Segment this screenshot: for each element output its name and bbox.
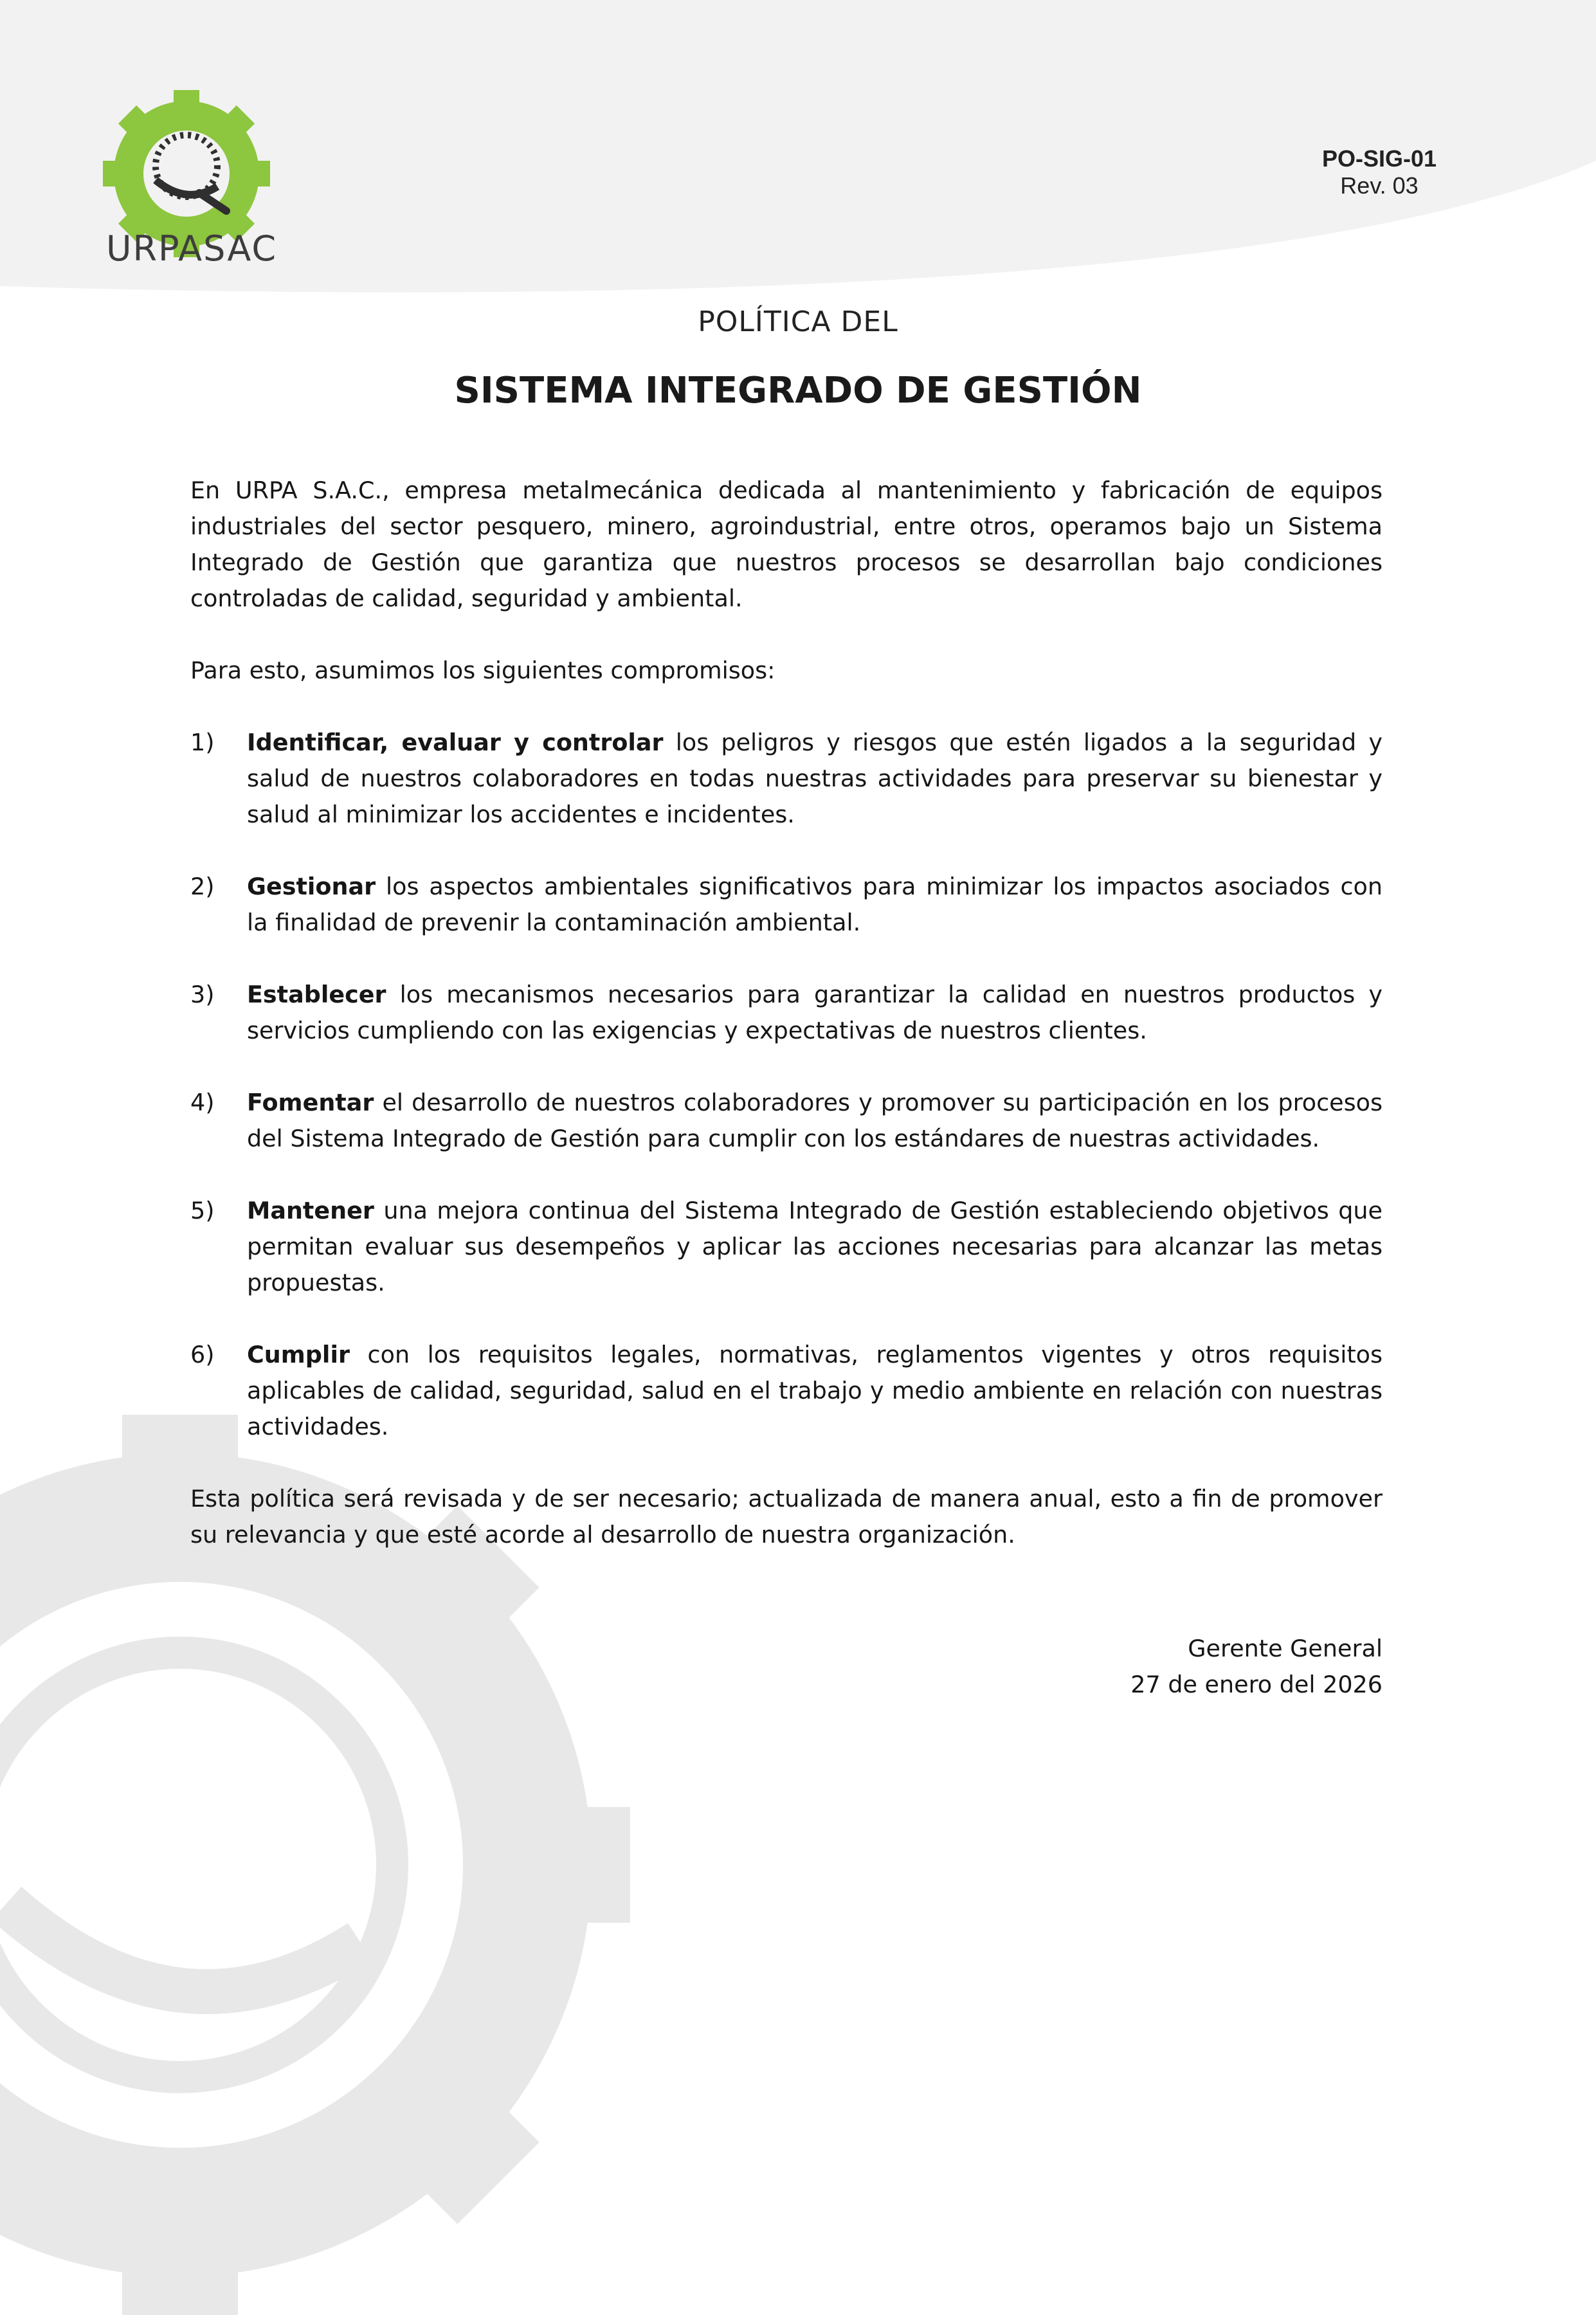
signature-block — [1130, 1631, 1383, 1703]
company-logo-text: URPASAC — [106, 228, 278, 269]
policy-body — [190, 473, 1383, 1553]
commitment-item — [190, 1337, 1383, 1445]
commitment-keyword: Cumplir — [247, 1341, 350, 1368]
commitment-item — [190, 1085, 1383, 1157]
commitment-number: 2) — [190, 873, 215, 900]
commitment-description: una mejora continua del Sistema Integrado de Gestión estableciendo objetivos que permitan evaluar sus desempeños y aplicar las acciones necesarias para alcanzar las metas propuestas. — [247, 1197, 1383, 1296]
signature-date: 27 de enero del 2026 — [1130, 1671, 1383, 1698]
commitment-number: 1) — [190, 729, 215, 756]
page-title-line1: POLÍTICA DEL — [698, 305, 898, 338]
closing-paragraph: Esta política será revisada y de ser necesario; actualizada de manera anual, esto a fin de promover su relevancia y que esté acorde al desarrollo de nuestra organización. — [190, 1485, 1383, 1548]
commitment-keyword: Mantener — [247, 1197, 374, 1224]
commitment-text — [247, 869, 1383, 941]
commitment-keyword: Establecer — [247, 981, 386, 1008]
document-code: PO-SIG-01 — [1321, 145, 1437, 172]
commitment-description: los peligros y riesgos que estén ligados a la seguridad y salud de nuestros colaboradores en todas nuestras actividades para preservar su bienestar y salud al minimizar los accidentes e incidentes. — [247, 729, 1383, 828]
commitment-description: los mecanismos necesarios para garantizar la calidad en nuestros productos y servicios cumpliendo con las exigencias y expectativas de nuestros clientes. — [247, 981, 1383, 1044]
intro-paragraph: En URPA S.A.C., empresa metalmecánica dedicada al mantenimiento y fabricación de equipos industriales del sector pesquero, minero, agroindustrial, entre otros, operamos bajo un Sistema Integrado de Gestión que garantiza que nuestros procesos se desarrollan bajo condiciones controladas de calidad, seguridad y ambiental. — [190, 477, 1383, 612]
document-code-block — [1299, 145, 1460, 199]
commitment-text — [247, 725, 1383, 833]
commitment-text — [247, 1193, 1383, 1301]
page-title-line2: SISTEMA INTEGRADO DE GESTIÓN — [454, 370, 1142, 412]
commitment-number: 4) — [190, 1089, 215, 1116]
commitment-number: 3) — [190, 981, 215, 1008]
commitment-number: 5) — [190, 1197, 215, 1224]
commitment-text — [247, 1085, 1383, 1157]
commitment-keyword: Fomentar — [247, 1089, 374, 1116]
commitment-description: los aspectos ambientales significativos para minimizar los impactos asociados con la finalidad de prevenir la contaminación ambiental. — [247, 873, 1383, 936]
commitment-number: 6) — [190, 1341, 215, 1368]
lead-in-paragraph: Para esto, asumimos los siguientes compromisos: — [190, 657, 775, 684]
commitment-keyword: Gestionar — [247, 873, 376, 900]
commitment-text — [247, 977, 1383, 1049]
commitment-text — [247, 1337, 1383, 1445]
commitment-keyword: Identificar, evaluar y controlar — [247, 729, 664, 756]
commitment-item — [190, 725, 1383, 833]
commitment-item — [190, 869, 1383, 941]
commitment-description: el desarrollo de nuestros colaboradores y promover su participación en los procesos del Sistema Integrado de Gestión para cumplir con los estándares de nuestras actividades. — [247, 1089, 1383, 1152]
commitment-item — [190, 977, 1383, 1049]
document-revision: Rev. 03 — [1340, 172, 1419, 199]
commitment-description: con los requisitos legales, normativas, reglamentos vigentes y otros requisitos aplicables de calidad, seguridad, salud en el trabajo y medio ambiente en relación con nuestras actividades. — [247, 1341, 1383, 1440]
signature-role: Gerente General — [1188, 1635, 1383, 1662]
commitment-item — [190, 1193, 1383, 1301]
